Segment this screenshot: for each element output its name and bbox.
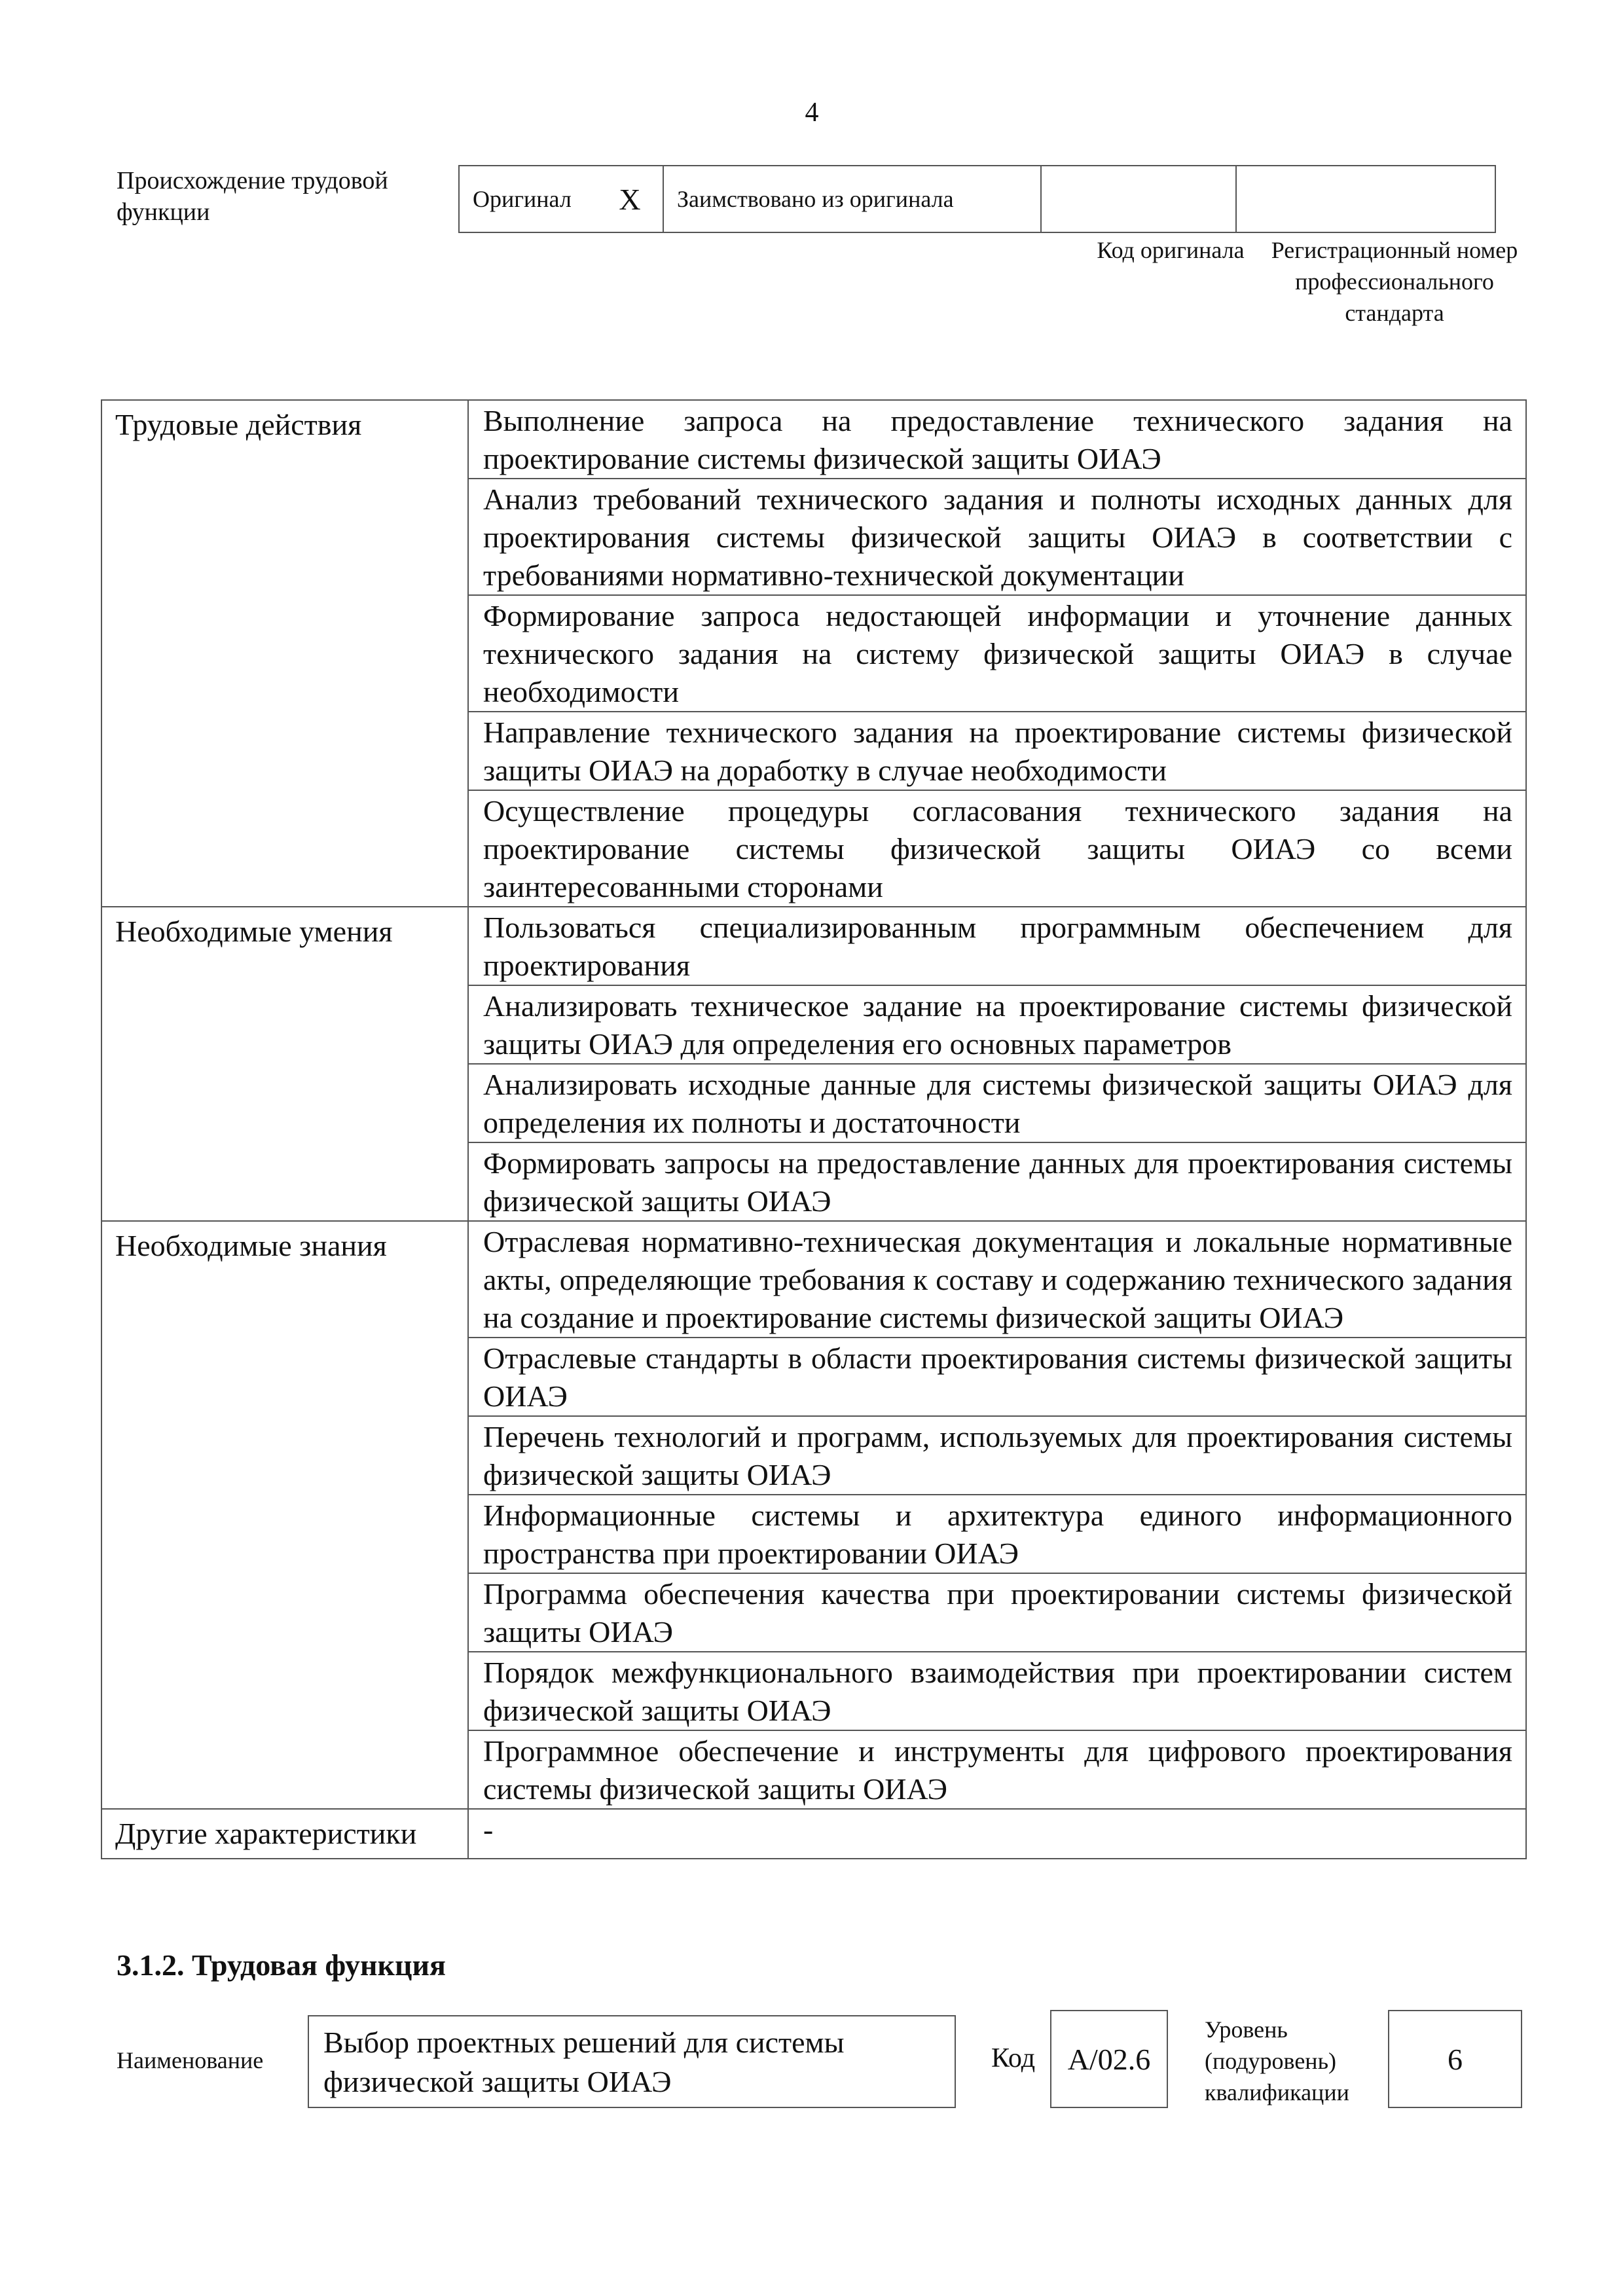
original-code-caption: Код оригинала — [1097, 237, 1245, 263]
table-row — [101, 1221, 1526, 1338]
name-label: Наименование — [117, 2047, 264, 2073]
original-mark: X — [597, 166, 663, 232]
table-row — [101, 907, 1526, 985]
other-item: - — [468, 1809, 1526, 1859]
function-code-box: А/02.6 — [1050, 2010, 1168, 2108]
table-row — [101, 1809, 1526, 1859]
original-code-cell — [1041, 166, 1236, 232]
knowledge-item: Отраслевые стандарты в области проектирования системы физической защиты ОИАЭ — [468, 1338, 1526, 1416]
knowledge-item: Программное обеспечение и инструменты для цифрового проектирования системы физической защиты ОИАЭ — [468, 1730, 1526, 1809]
function-name-box: Выбор проектных решений для системы физической защиты ОИАЭ — [308, 2015, 956, 2108]
category-labor-actions: Трудовые действия — [101, 400, 468, 907]
knowledge-item: Порядок межфункционального взаимодействия при проектировании систем физической защиты ОИАЭ — [468, 1652, 1526, 1730]
category-knowledge: Необходимые знания — [101, 1221, 468, 1809]
page-number: 4 — [805, 98, 819, 128]
labor-action-item: Формирование запроса недостающей информации и уточнение данных технического задания на систему физической защиты ОИАЭ в случае необходимости — [468, 595, 1526, 712]
labor-action-item: Направление технического задания на проектирование системы физической защиты ОИАЭ на доработку в случае необходимости — [468, 712, 1526, 790]
registration-number-caption: Регистрационный номер профессионального стандарта — [1271, 237, 1518, 326]
labor-action-item: Выполнение запроса на предоставление технического задания на проектирование системы физической защиты ОИАЭ — [468, 400, 1526, 479]
skill-item: Анализировать техническое задание на проектирование системы физической защиты ОИАЭ для определения его основных параметров — [468, 985, 1526, 1064]
knowledge-item: Программа обеспечения качества при проектировании системы физической защиты ОИАЭ — [468, 1573, 1526, 1652]
origin-table — [458, 165, 1496, 233]
registration-number-cell — [1236, 166, 1495, 232]
skill-item: Пользоваться специализированным программным обеспечением для проектирования — [468, 907, 1526, 985]
origin-label: Происхождение трудовой функции — [117, 167, 388, 226]
labor-function-table — [101, 399, 1527, 1859]
skill-item: Формировать запросы на предоставление данных для проектирования системы физической защиты ОИАЭ — [468, 1142, 1526, 1221]
category-other: Другие характеристики — [101, 1809, 468, 1859]
borrowed-cell: Заимствовано из оригинала — [663, 166, 1041, 232]
knowledge-item: Отраслевая нормативно-техническая документация и локальные нормативные акты, определяющие требования к составу и содержанию технического задания на создание и проектирование системы физической защиты ОИАЭ — [468, 1221, 1526, 1338]
skill-item: Анализировать исходные данные для системы физической защиты ОИАЭ для определения их полноты и достаточности — [468, 1064, 1526, 1142]
knowledge-item: Перечень технологий и программ, используемых для проектирования системы физической защиты ОИАЭ — [468, 1416, 1526, 1495]
section-heading: 3.1.2. Трудовая функция — [117, 1948, 446, 1982]
code-label: Код — [991, 2043, 1036, 2073]
qualification-level-label: Уровень (подуровень) квалификации — [1205, 2016, 1349, 2105]
labor-action-item: Анализ требований технического задания и полноты исходных данных для проектирования системы физической защиты ОИАЭ в соответствии с требованиями нормативно-технической документации — [468, 479, 1526, 595]
table-row — [101, 400, 1526, 479]
category-skills: Необходимые умения — [101, 907, 468, 1221]
qualification-level-box: 6 — [1388, 2010, 1522, 2108]
knowledge-item: Информационные системы и архитектура единого информационного пространства при проектировании ОИАЭ — [468, 1495, 1526, 1573]
labor-action-item: Осуществление процедуры согласования технического задания на проектирование системы физической защиты ОИАЭ со всеми заинтересованными сторонами — [468, 790, 1526, 907]
original-cell: Оригинал — [459, 166, 597, 232]
